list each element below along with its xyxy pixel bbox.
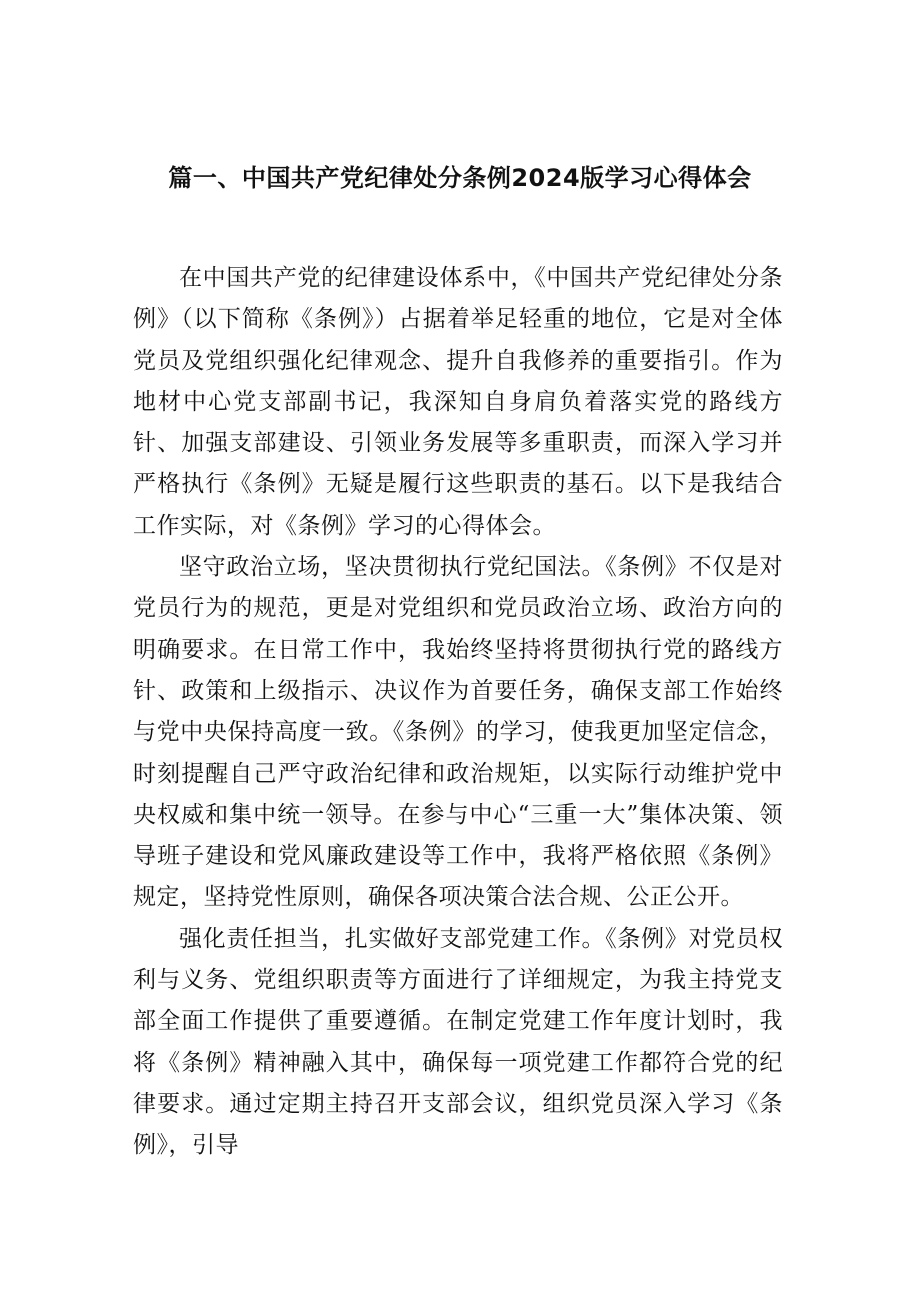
document-body bbox=[133, 258, 783, 1167]
paragraph-intro: 在中国共产党的纪律建设体系中，《中国共产党纪律处分条例》（以下简称《条例》）占据着举足轻重的地位，它是对全体党员及党组织强化纪律观念、提升自我修养的重要指引。作为地材中心党支部副书记，我深知自身肩负着落实党的路线方针、加强支部建设、引领业务发展等多重职责，而深入学习并严格执行《条例》无疑是履行这些职责的基石。以下是我结合工作实际，对《条例》学习的心得体会。 bbox=[133, 265, 783, 539]
document-title: 篇一、中国共产党纪律处分条例2024版学习心得体会 bbox=[168, 164, 752, 192]
paragraph-political-stance: 坚守政治立场，坚决贯彻执行党纪国法。《条例》不仅是对党员行为的规范，更是对党组织和党员政治立场、政治方向的明确要求。在日常工作中，我始终坚持将贯彻执行党的路线方针、政策和上级指示、决议作为首要任务，确保支部工作始终与党中央保持高度一致。《条例》的学习，使我更加坚定信念，时刻提醒自己严守政治纪律和政治规矩，以实际行动维护党中央权威和集中统一领导。在参与中心“三重一大”集体决策、领导班子建设和党风廉政建设等工作中，我将严格依照《条例》规定，坚持党性原则，确保各项决策合法合规、公正公开。 bbox=[133, 554, 783, 911]
paragraph-responsibility: 强化责任担当，扎实做好支部党建工作。《条例》对党员权利与义务、党组织职责等方面进行了详细规定，为我主持党支部全面工作提供了重要遵循。在制定党建工作年度计划时，我将《条例》精神融入其中，确保每一项党建工作都符合党的纪律要求。通过定期主持召开支部会议，组织党员深入学习《条例》，引导 bbox=[133, 925, 783, 1159]
